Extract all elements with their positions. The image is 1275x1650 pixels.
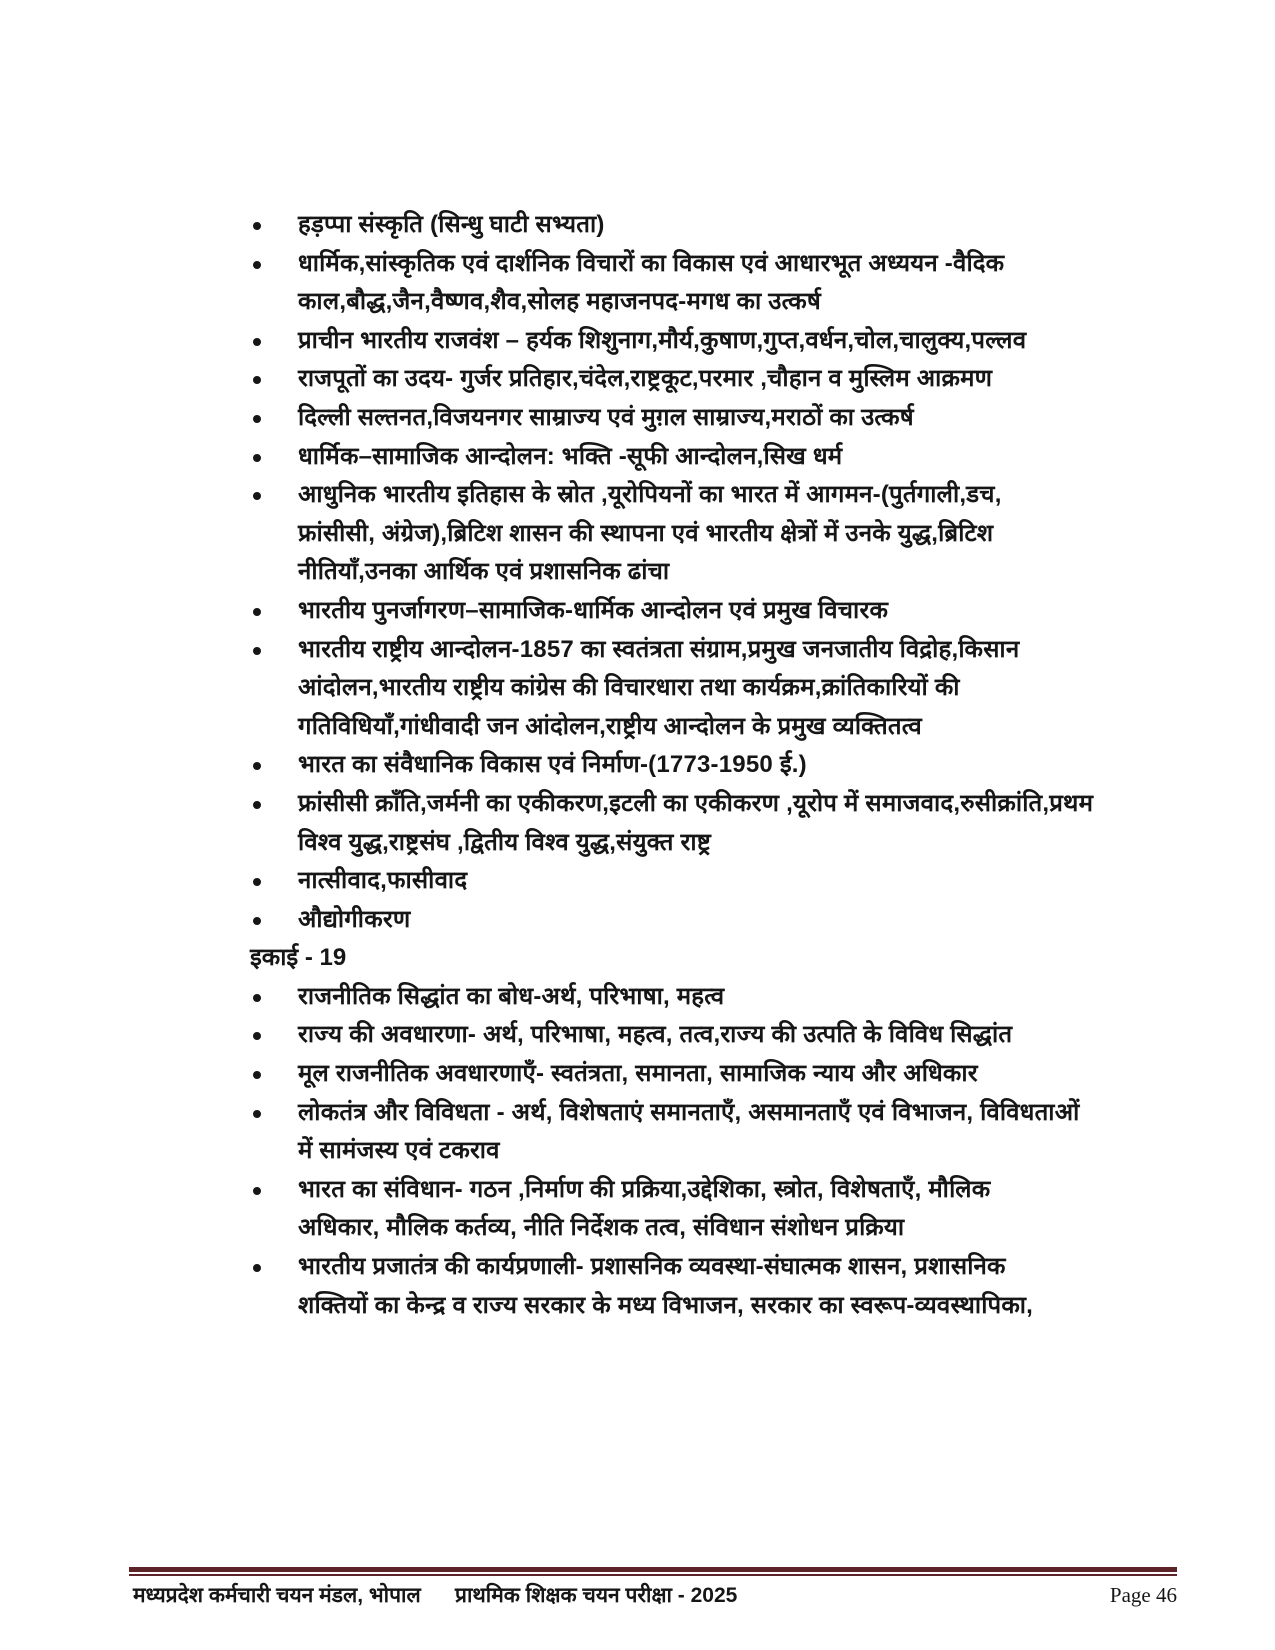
list-item-text [298,438,1215,477]
list-item [250,862,1215,901]
text-line: राज्य की अवधारणा- अर्थ, परिभाषा, महत्व, तत्व,राज्य की उत्पति के विविध सिद्धांत [298,1021,1013,1049]
bullet-icon [253,415,261,423]
bullet-icon [253,1110,261,1118]
list-item-text [298,862,1215,901]
text-line: भारतीय प्रजातंत्र की कार्यप्रणाली- प्रशासनिक व्यवस्था-संघात्मक शासन, प्रशासनिक [298,1253,1006,1281]
bullet-icon [253,454,261,462]
bullet-icon [253,994,261,1002]
list-item [250,206,1215,245]
list-item-text [298,785,1215,862]
syllabus-bullet-list-history [250,206,1215,939]
list-item-text [298,1248,1215,1325]
syllabus-content [250,206,1215,1325]
text-line: भारत का संवैधानिक विकास एवं निर्माण-(1773-1950 ई.) [298,751,807,779]
text-line: नात्सीवाद,फासीवाद [298,867,468,895]
list-item-text [298,399,1215,438]
text-line: राजनीतिक सिद्धांत का बोध-अर्थ, परिभाषा, महत्व [298,982,725,1010]
list-item [250,1248,1215,1325]
bullet-icon [253,762,261,770]
text-line: दिल्ली सल्तनत,विजयनगर साम्राज्य एवं मुग़ल साम्राज्य,मराठों का उत्कर्ष [298,403,914,431]
list-item-text [298,978,1215,1017]
list-item-text [298,245,1215,322]
bullet-icon [253,1071,261,1079]
text-line: फ्रांसीसी, अंग्रेज),ब्रिटिश शासन की स्थापना एवं भारतीय क्षेत्रों में उनके युद्ध,ब्रिटिश [298,519,994,547]
bullet-icon [253,338,261,346]
bullet-icon [253,917,261,925]
footer-page-number: Page 46 [1109,1583,1177,1607]
list-item [250,901,1215,940]
text-line: अधिकार, मौलिक कर्तव्य, नीति निर्देशक तत्व, संविधान संशोधन प्रक्रिया [298,1214,905,1242]
list-item-text [298,360,1215,399]
list-item-text [298,1094,1215,1171]
list-item [250,360,1215,399]
list-item [250,438,1215,477]
text-line: धार्मिक–सामाजिक आन्दोलन: भक्ति -सूफी आन्दोलन,सिख धर्म [298,442,843,470]
text-line: में सामंजस्य एवं टकराव [298,1137,500,1165]
bullet-icon [253,608,261,616]
text-line: आधुनिक भारतीय इतिहास के स्रोत ,यूरोपियनों का भारत में आगमन-(पुर्तगाली,डच, [298,481,1002,509]
bullet-icon [253,801,261,809]
list-item-text [298,206,1215,245]
list-item-text [298,631,1215,747]
footer-exam-title: प्राथमिक शिक्षक चयन परीक्षा - 2025 [455,1584,738,1607]
text-line: भारतीय राष्ट्रीय आन्दोलन-1857 का स्वतंत्रता संग्राम,प्रमुख जनजातीय विद्रोह,किसान [298,635,1020,663]
list-item [250,785,1215,862]
text-line: प्राचीन भारतीय राजवंश – हर्यक शिशुनाग,मौर्य,कुषाण,गुप्त,वर्धन,चोल,चालुक्य,पल्लव [298,326,1027,354]
list-item [250,978,1215,1017]
bullet-icon [253,222,261,230]
text-line: हड़प्पा संस्कृति (सिन्धु घाटी सभ्यता) [298,211,605,238]
list-item-text [298,322,1215,361]
list-item [250,746,1215,785]
bullet-icon [253,376,261,384]
list-item [250,399,1215,438]
text-line: फ्रांसीसी क्राँति,जर्मनी का एकीकरण,इटली का एकीकरण ,यूरोप में समाजवाद,रुसीक्रांति,प्रथम [298,789,1094,817]
list-item-text [298,476,1215,592]
bullet-icon [253,878,261,886]
list-item-text [298,1055,1215,1094]
bullet-icon [253,647,261,655]
text-line: धार्मिक,सांस्कृतिक एवं दार्शनिक विचारों का विकास एवं आधारभूत अध्ययन -वैदिक [298,249,1005,277]
list-item [250,476,1215,592]
text-line: आंदोलन,भारतीय राष्ट्रीय कांग्रेस की विचारधारा तथा कार्यक्रम,क्रांतिकारियों की [298,674,960,702]
list-item-text [298,1016,1215,1055]
list-item [250,1171,1215,1248]
list-item [250,1094,1215,1171]
list-item-text [298,901,1215,940]
syllabus-bullet-list-polity [250,978,1215,1325]
text-line: भारतीय पुनर्जागरण–सामाजिक-धार्मिक आन्दोलन एवं प्रमुख विचारक [298,596,889,624]
list-item [250,322,1215,361]
text-line: गतिविधियाँ,गांधीवादी जन आंदोलन,राष्ट्रीय आन्दोलन के प्रमुख व्यक्तितत्व [298,712,922,740]
list-item [250,1016,1215,1055]
text-line: औद्योगीकरण [298,905,411,933]
footer-organization: मध्यप्रदेश कर्मचारी चयन मंडल, भोपाल [133,1584,421,1607]
text-line: नीतियाँ,उनका आर्थिक एवं प्रशासनिक ढांचा [298,558,670,586]
text-line: राजपूतों का उदय- गुर्जर प्रतिहार,चंदेल,राष्ट्रकूट,परमार ,चौहान व मुस्लिम आक्रमण [298,365,993,393]
text-line: काल,बौद्ध,जैन,वैष्णव,शैव,सोलह महाजनपद-मगध का उत्कर्ष [298,288,821,316]
bullet-icon [253,1032,261,1040]
list-item [250,245,1215,322]
list-item-text [298,1171,1215,1248]
bullet-icon [253,261,261,269]
list-item-text [298,592,1215,631]
list-item [250,1055,1215,1094]
bullet-icon [253,492,261,500]
footer-rule [129,1567,1177,1576]
text-line: मूल राजनीतिक अवधारणाएँ- स्वतंत्रता, समानता, सामाजिक न्याय और अधिकार [298,1060,978,1088]
bullet-icon [253,1264,261,1272]
text-line: लोकतंत्र और विविधता - अर्थ, विशेषताएं समानताएँ, असमानताएँ एवं विभाजन, विविधताओं [298,1098,1080,1126]
bullet-icon [253,1187,261,1195]
text-line: भारत का संविधान- गठन ,निर्माण की प्रक्रिया,उद्देशिका, स्त्रोत, विशेषताएँ, मौलिक [298,1175,991,1203]
text-line: शक्तियों का केन्द्र व राज्य सरकार के मध्य विभाजन, सरकार का स्वरूप-व्यवस्थापिका, [298,1291,1034,1319]
list-item-text [298,746,1215,785]
list-item [250,631,1215,747]
text-line: विश्व युद्ध,राष्ट्रसंघ ,द्वितीय विश्व युद्ध,संयुक्त राष्ट्र [298,828,711,856]
list-item [250,592,1215,631]
unit-heading: इकाई - 19 [250,944,347,972]
